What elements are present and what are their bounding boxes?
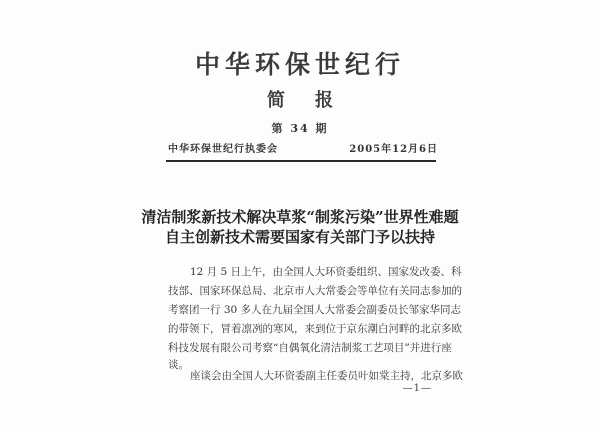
body-line: 科技发展有限公司考察“自偶氧化清洁制浆工艺项目”并进行座	[168, 342, 452, 354]
masthead-title: 中华环保世纪行	[194, 50, 405, 79]
header-divider	[166, 160, 436, 162]
body-line: 谈。	[168, 359, 189, 371]
body-line: 座谈会由全国人大环资委副主任委员叶如棠主持，北京多欧	[190, 370, 463, 382]
headline-line-1: 清洁制浆新技术解决草浆“制浆污染”世界性难题	[141, 208, 459, 226]
issue-number: 第 34 期	[271, 122, 329, 135]
body-line: 的带领下，冒着凛冽的寒风，来到位于京东潮白河畔的北京多欧	[168, 323, 462, 335]
body-line: 12 月 5 日上午，由全国人大环资委组织、国家发改委、科	[190, 266, 462, 278]
masthead-subtitle: 简报	[267, 90, 363, 111]
body-line: 技部、国家环保总局、北京市人大常委会等单位有关同志参加的	[168, 285, 462, 297]
issue-date: 2005年12月6日	[349, 144, 438, 155]
issuer: 中华环保世纪行执委会	[168, 144, 278, 155]
page-number: —1—	[402, 383, 432, 394]
headline-line-2: 自主创新技术需要国家有关部门予以扶持	[164, 228, 435, 246]
body-line: 考察团一行 30 多人在九届全国人大常委会副委员长邹家华同志	[168, 304, 462, 316]
